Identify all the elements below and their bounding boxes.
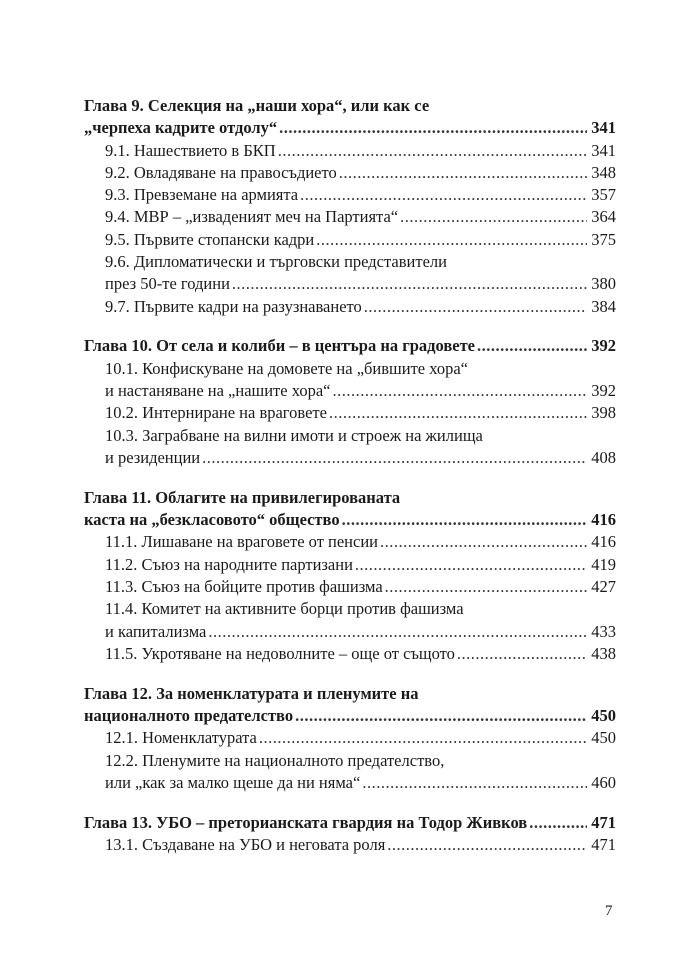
toc-dot-leader (385, 576, 587, 598)
toc-page-number: 416 (591, 532, 616, 552)
toc-dot-leader (232, 273, 587, 295)
toc-dot-leader (387, 834, 587, 856)
toc-section-entry[interactable] (84, 531, 616, 553)
toc-entry-title: Глава 12. За номенклатурата и пленумите на (84, 683, 419, 703)
toc-page-number: 384 (591, 296, 616, 316)
toc-entry-title: „черпеха кадрите отдолу“ (84, 118, 278, 138)
toc-page-number: 416 (591, 510, 616, 530)
page-number: 7 (605, 903, 613, 919)
toc-page-number: 341 (591, 140, 616, 160)
toc-page-number: 392 (591, 381, 616, 401)
toc-dot-leader (300, 184, 587, 206)
toc-entry-title: или „как за малко щеше да ни няма“ (105, 772, 361, 792)
toc-page-number: 380 (591, 274, 616, 294)
toc-section-entry[interactable] (84, 229, 616, 251)
toc-entry-title: 10.2. Интерниране на враговете (105, 403, 327, 423)
toc-entry-title: 12.1. Номенклатурата (105, 728, 257, 748)
toc-page-number: 419 (591, 554, 616, 574)
toc-page-number: 427 (591, 576, 616, 596)
toc-entry-title: 11.4. Комитет на активните борци против фашизма (105, 599, 464, 619)
toc-entry-title: през 50-те години (105, 274, 230, 294)
toc-section-entry[interactable] (84, 358, 616, 380)
toc-dot-leader (329, 402, 587, 424)
toc-entry-title: Глава 13. УБО – преторианската гвардия на Тодор Живков (84, 812, 528, 832)
toc-page-number: 398 (591, 403, 616, 423)
toc-page-number: 460 (591, 772, 616, 792)
toc-entry-title: 11.1. Лишаване на враговете от пенсии (105, 532, 378, 552)
toc-section-entry[interactable] (84, 598, 616, 620)
toc-section-entry[interactable] (84, 834, 616, 856)
toc-section-entry[interactable] (84, 206, 616, 228)
toc-dot-leader (362, 772, 587, 794)
toc-dot-leader (278, 140, 587, 162)
toc-section-entry[interactable] (84, 296, 616, 318)
toc-dot-leader (316, 229, 587, 251)
toc-page-number: 341 (591, 118, 616, 138)
toc-section-entry[interactable] (84, 380, 616, 402)
toc-entry-title: 11.5. Укротяване на недоволните – още от същото (105, 643, 455, 663)
toc-entry-title: Глава 10. От села и колиби – в центъра на градовете (84, 336, 475, 356)
toc-chapter-entry[interactable] (84, 95, 616, 117)
table-of-contents (84, 95, 616, 856)
chapter-spacer (84, 318, 616, 336)
toc-chapter-entry[interactable] (84, 683, 616, 705)
toc-page-number: 471 (591, 812, 616, 832)
toc-section-entry[interactable] (84, 184, 616, 206)
chapter-block (84, 683, 616, 794)
toc-section-entry[interactable] (84, 402, 616, 424)
toc-page-number: 348 (591, 162, 616, 182)
toc-section-entry[interactable] (84, 447, 616, 469)
toc-section-entry[interactable] (84, 162, 616, 184)
toc-dot-leader (339, 162, 587, 184)
toc-entry-title: 12.2. Пленумите на националното предателство, (105, 750, 445, 770)
toc-entry-title: 13.1. Създаване на УБО и неговата роля (105, 834, 386, 854)
toc-page-number: 450 (591, 705, 616, 725)
toc-entry-title: 9.5. Първите стопански кадри (105, 229, 315, 249)
toc-section-entry[interactable] (84, 140, 616, 162)
toc-entry-title: каста на „безкласовото“ общество (84, 510, 340, 530)
toc-page-number: 408 (591, 447, 616, 467)
toc-entry-title: 9.4. МВР – „изваденият меч на Партията“ (105, 207, 399, 227)
toc-dot-leader (477, 335, 587, 357)
chapter-block (84, 812, 616, 857)
toc-page-number: 433 (591, 621, 616, 641)
toc-chapter-entry[interactable] (84, 335, 616, 357)
chapter-block (84, 487, 616, 665)
toc-section-entry[interactable] (84, 251, 616, 273)
toc-entry-title: Глава 9. Селекция на „наши хора“, или как се (84, 96, 430, 115)
toc-entry-title: и капитализма (105, 621, 207, 641)
toc-dot-leader (342, 509, 587, 531)
chapter-block (84, 95, 616, 318)
toc-dot-leader (355, 554, 587, 576)
toc-section-entry[interactable] (84, 621, 616, 643)
toc-section-entry[interactable] (84, 727, 616, 749)
toc-dot-leader (208, 621, 587, 643)
toc-entry-title: и резиденции (105, 447, 201, 467)
toc-entry-title: 9.1. Нашествието в БКП (105, 140, 276, 160)
toc-entry-title: 9.2. Овладяване на правосъдието (105, 162, 337, 182)
toc-dot-leader (279, 117, 587, 139)
toc-dot-leader (380, 531, 587, 553)
toc-entry-title: 9.7. Първите кадри на разузнаването (105, 296, 362, 316)
toc-entry-title: националното предателство (84, 705, 294, 725)
toc-chapter-entry[interactable] (84, 117, 616, 139)
toc-section-entry[interactable] (84, 576, 616, 598)
chapter-spacer (84, 665, 616, 683)
toc-section-entry[interactable] (84, 772, 616, 794)
toc-entry-title: 10.3. Заграбване на вилни имоти и строеж на жилища (105, 425, 483, 445)
toc-entry-title: 9.3. Превземане на армията (105, 185, 299, 205)
toc-page-number: 450 (591, 728, 616, 748)
toc-chapter-entry[interactable] (84, 509, 616, 531)
toc-section-entry[interactable] (84, 425, 616, 447)
toc-page-number: 375 (591, 229, 616, 249)
toc-section-entry[interactable] (84, 643, 616, 665)
chapter-spacer (84, 469, 616, 487)
toc-chapter-entry[interactable] (84, 812, 616, 834)
toc-dot-leader (529, 812, 587, 834)
toc-dot-leader (259, 727, 587, 749)
toc-chapter-entry[interactable] (84, 705, 616, 727)
toc-entry-title: 10.1. Конфискуване на домовете на „бившите хора“ (105, 358, 468, 378)
toc-page-number: 392 (591, 336, 616, 356)
toc-page-number: 357 (591, 185, 616, 205)
chapter-spacer (84, 794, 616, 812)
toc-page-number: 364 (591, 207, 616, 227)
toc-chapter-entry[interactable] (84, 487, 616, 509)
toc-entry-title: 9.6. Дипломатически и търговски представители (105, 252, 447, 272)
toc-entry-title: 11.3. Съюз на бойците против фашизма (105, 576, 383, 596)
toc-entry-title: 11.2. Съюз на народните партизани (105, 554, 353, 574)
toc-entry-title: Глава 11. Облагите на привилегированата (84, 487, 401, 507)
toc-page-number: 471 (591, 834, 616, 854)
toc-dot-leader (364, 296, 587, 318)
toc-section-entry[interactable] (84, 273, 616, 295)
toc-dot-leader (332, 380, 587, 402)
chapter-block (84, 335, 616, 469)
toc-page-number: 438 (591, 643, 616, 663)
toc-section-entry[interactable] (84, 750, 616, 772)
toc-entry-title: и настаняване на „нашите хора“ (105, 381, 331, 401)
toc-dot-leader (400, 206, 587, 228)
toc-dot-leader (295, 705, 587, 727)
toc-dot-leader (457, 643, 587, 665)
toc-dot-leader (202, 447, 587, 469)
toc-section-entry[interactable] (84, 554, 616, 576)
